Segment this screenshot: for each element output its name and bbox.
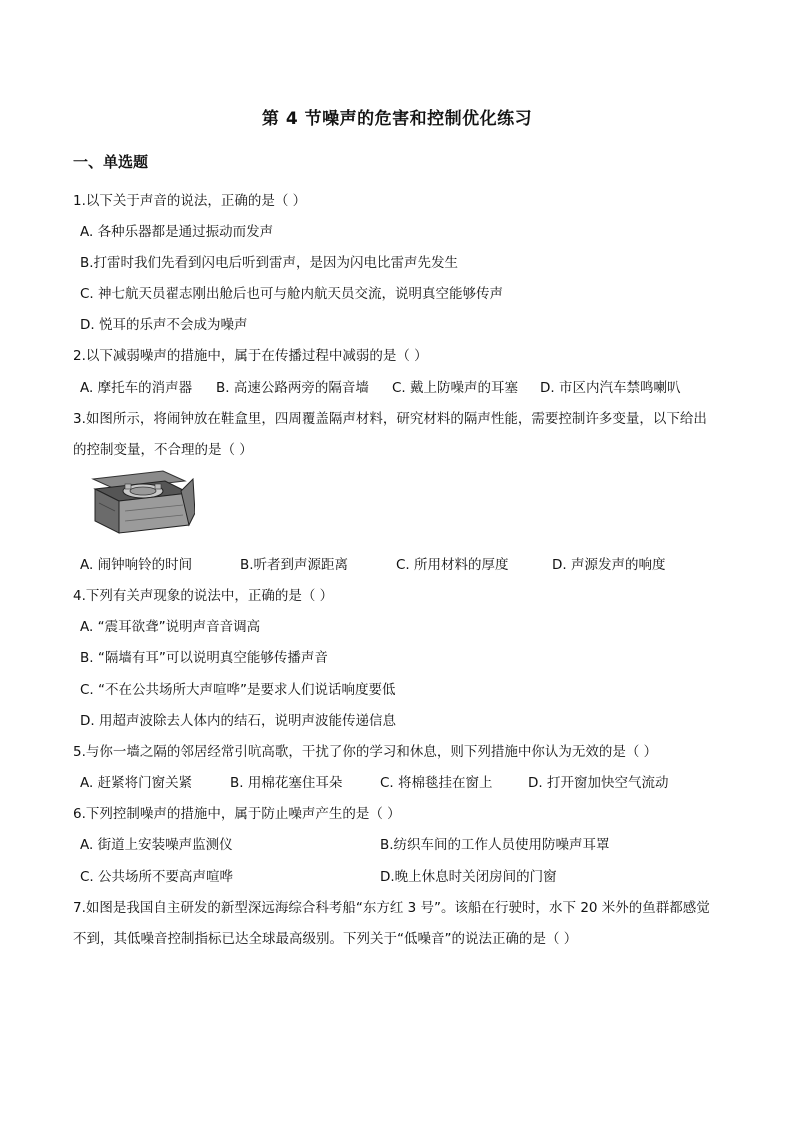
- question-1-option-d: D. 悦耳的乐声不会成为噪声: [80, 317, 248, 333]
- question-5-stem: 5.与你一墙之隔的邻居经常引吭高歌，干扰了你的学习和休息，则下列措施中你认为无效的是（ ）: [73, 744, 658, 760]
- question-3-option-d: D. 声源发声的响度: [552, 557, 666, 573]
- question-3-stem-line-2: 的控制变量，不合理的是（ ）: [73, 442, 253, 458]
- question-5-option-a: A. 赶紧将门窗关紧: [80, 775, 193, 791]
- question-6-option-d: D.晚上休息时关闭房间的门窗: [380, 869, 557, 885]
- question-2-option-a: A. 摩托车的消声器: [80, 380, 193, 396]
- question-6-option-b: B.纺织车间的工作人员使用防噪声耳罩: [380, 837, 610, 853]
- question-7-stem-line-1: 7.如图是我国自主研发的新型深远海综合科考船“东方红 3 号”。该船在行驶时，水下 20 米外的鱼群都感觉: [73, 900, 710, 916]
- question-1-option-a: A. 各种乐器都是通过振动而发声: [80, 224, 274, 240]
- question-2-option-b: B. 高速公路两旁的隔音墙: [216, 380, 369, 396]
- question-5-option-c: C. 将棉毯挂在窗上: [380, 775, 493, 791]
- question-4-option-a: A. “震耳欲聋”说明声音音调高: [80, 619, 261, 635]
- question-7-stem-line-2: 不到，其低噪音控制指标已达全球最高级别。下列关于“低噪音”的说法正确的是（ ）: [73, 931, 578, 947]
- question-3-option-c: C. 所用材料的厚度: [396, 557, 509, 573]
- question-2-option-d: D. 市区内汽车禁鸣喇叭: [540, 380, 681, 396]
- question-5-option-b: B. 用棉花塞住耳朵: [230, 775, 343, 791]
- page-title: 第 4 节噪声的危害和控制优化练习: [261, 109, 533, 129]
- question-1-option-b: B.打雷时我们先看到闪电后听到雷声，是因为闪电比雷声先发生: [80, 255, 459, 271]
- question-4-option-c: C. “不在公共场所大声喧哗”是要求人们说话响度要低: [80, 682, 396, 698]
- question-2-option-c: C. 戴上防噪声的耳塞: [392, 380, 519, 396]
- question-4-stem: 4.下列有关声现象的说法中，正确的是（ ）: [73, 588, 334, 604]
- question-1-option-c: C. 神七航天员翟志刚出舱后也可与舱内航天员交流，说明真空能够传声: [80, 286, 504, 302]
- question-6-option-c: C. 公共场所不要高声喧哗: [80, 869, 234, 885]
- question-1-stem: 1.以下关于声音的说法，正确的是（ ）: [73, 193, 307, 209]
- question-3-option-b: B.听者到声源距离: [240, 557, 349, 573]
- question-2-stem: 2.以下减弱噪声的措施中，属于在传播过程中减弱的是（ ）: [73, 348, 428, 364]
- question-4-option-b: B. “隔墙有耳”可以说明真空能够传播声音: [80, 650, 328, 666]
- question-4-option-d: D. 用超声波除去人体内的结石，说明声波能传递信息: [80, 713, 396, 729]
- question-3-option-a: A. 闹钟响铃的时间: [80, 557, 193, 573]
- question-3-stem-line-1: 3.如图所示，将闹钟放在鞋盒里，四周覆盖隔声材料，研究材料的隔声性能，需要控制许多变量，以下给出: [73, 411, 707, 427]
- question-5-option-d: D. 打开窗加快空气流动: [528, 775, 669, 791]
- question-6-option-a: A. 街道上安装噪声监测仪: [80, 837, 233, 853]
- question-6-stem: 6.下列控制噪声的措施中，属于防止噪声产生的是（ ）: [73, 806, 401, 822]
- section-heading: 一、单选题: [73, 153, 149, 171]
- shoebox-alarm-clock-figure: [85, 467, 195, 537]
